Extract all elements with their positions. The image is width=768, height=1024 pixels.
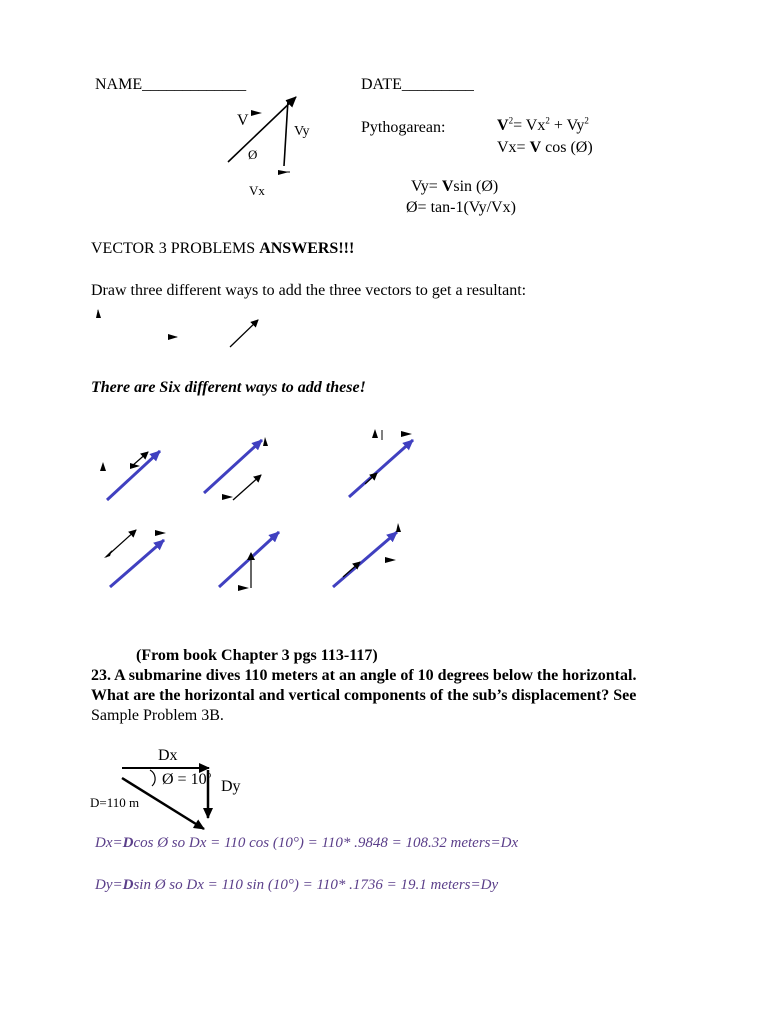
formula-part: Vy= <box>411 178 442 195</box>
v-symbol: V <box>497 117 509 134</box>
problem-line-1: 23. A submarine dives 110 meters at an angle of 10 degrees below the horizontal. <box>91 667 637 684</box>
dx-answer <box>95 835 518 852</box>
section-title-emphasis: ANSWERS!!! <box>259 240 355 257</box>
vector-v-label: V <box>237 112 249 129</box>
name-field-label: NAME_____________ <box>95 76 247 93</box>
angle-value-label <box>162 771 211 789</box>
angle-label: Ø <box>248 147 258 162</box>
angle-formula: Ø= tan-1(Vy/Vx) <box>406 199 516 216</box>
formula-part: sin (Ø) <box>453 178 499 195</box>
problem-line-2: What are the horizontal and vertical components of the sub’s displacement? See <box>91 687 637 704</box>
answer-part: cos Ø so Dx = 110 cos (10°) = 110* .9848 = 108.32 meters=Dx <box>133 835 519 851</box>
displacement-label: D=110 m <box>90 795 140 810</box>
angle-value-text: Ø = 10 <box>162 771 207 788</box>
dy-answer <box>95 877 498 894</box>
problem-line-3: Sample Problem 3B. <box>91 707 224 724</box>
dy-label: Dy <box>221 778 241 795</box>
exponent: 2 <box>508 115 514 126</box>
answer-part: D <box>122 835 134 851</box>
formula-part: = Vx <box>513 117 546 134</box>
date-field-label: DATE_________ <box>361 76 474 93</box>
answer-part: Dy= <box>95 877 123 893</box>
degree-mark: o <box>206 769 212 780</box>
dx-label: Dx <box>158 747 178 764</box>
section-title-text: VECTOR 3 PROBLEMS <box>91 240 260 257</box>
vx-label: Vx <box>249 183 265 198</box>
formula-part: V <box>441 178 454 195</box>
answer-part: sin Ø so Dx = 110 sin (10°) = 110* .1736 = 19.1 meters=Dy <box>133 877 499 893</box>
six-ways-heading: There are Six different ways to add these! <box>91 379 366 396</box>
exponent: 2 <box>545 115 550 126</box>
exponent: 2 <box>584 115 589 126</box>
formula-part: V <box>529 139 542 156</box>
answer-part: Dx= <box>95 835 123 851</box>
formula-part: Vx= <box>497 139 530 156</box>
instruction-text: Draw three different ways to add the three vectors to get a resultant: <box>91 282 527 299</box>
book-reference: (From book Chapter 3 pgs 113-117) <box>136 647 378 664</box>
pythagorean-label: Pythogarean: <box>361 119 446 136</box>
vy-label: Vy <box>294 124 310 139</box>
formula-part: cos (Ø) <box>541 139 593 156</box>
answer-part: D <box>122 877 134 893</box>
formula-part: + Vy <box>549 117 585 134</box>
